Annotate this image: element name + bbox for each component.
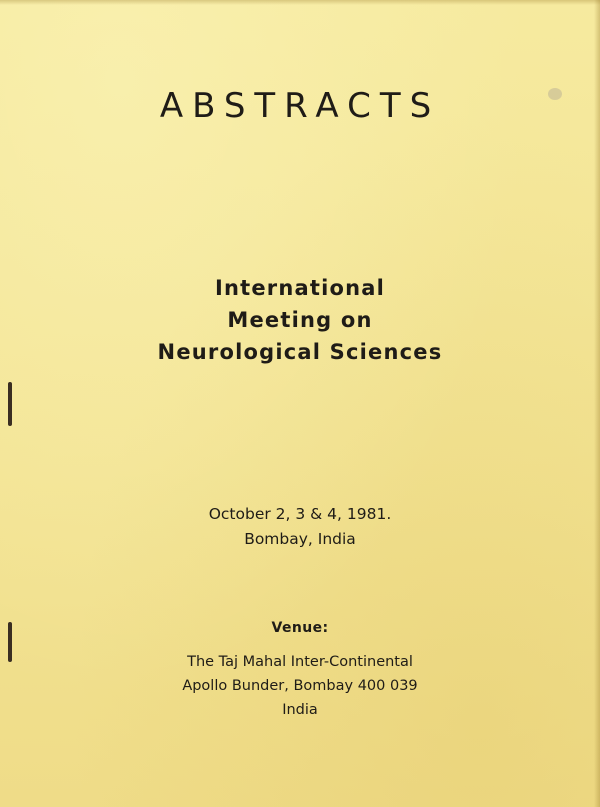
meeting-title	[0, 272, 600, 368]
meeting-title-line: Neurological Sciences	[157, 340, 443, 364]
staple-mark-upper	[8, 382, 12, 426]
meeting-dates-block	[0, 502, 600, 552]
meeting-date: October 2, 3 & 4, 1981.	[208, 505, 392, 523]
document-title: ABSTRACTS	[159, 86, 441, 126]
meeting-title-line: Meeting on	[227, 308, 373, 332]
venue-line: Apollo Bunder, Bombay 400 039	[182, 678, 418, 694]
venue-line: India	[282, 702, 318, 718]
meeting-location: Bombay, India	[244, 530, 356, 548]
venue-label: Venue:	[271, 620, 329, 636]
paper-edge-top	[0, 0, 600, 5]
venue-address	[0, 650, 600, 722]
meeting-title-line: International	[214, 276, 386, 300]
venue-line: The Taj Mahal Inter-Continental	[187, 654, 413, 670]
